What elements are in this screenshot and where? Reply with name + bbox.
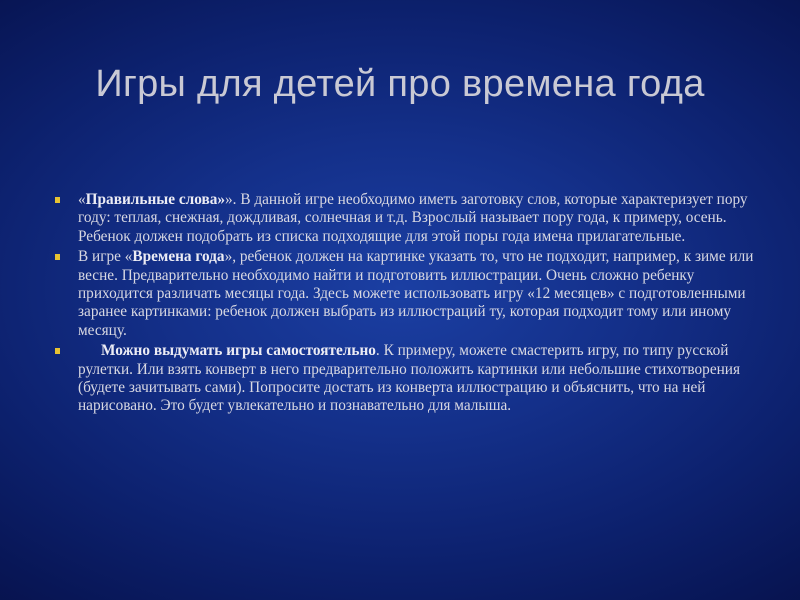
bullet-1-prefix: « bbox=[78, 191, 86, 208]
bullet-3-bold: Можно выдумать игры самостоятельно bbox=[100, 342, 376, 360]
square-bullet-icon bbox=[55, 254, 60, 260]
bullet-2-bold: Времена года bbox=[132, 248, 225, 266]
slide-content bbox=[55, 191, 760, 418]
bullet-3-text: . К примеру, можете смастерить игру, по типу русской рулетки. Или взять конверт в него предварительно положить картинки или небольшие стихотворения (будете зачитывать сами). Попросите достать из конверта иллюстрацию и объяснить, что на ней нарисовано. Это будет увлекательно и познавательно для малыша. bbox=[78, 342, 741, 415]
bullet-1-bold: Правильные слова» bbox=[85, 191, 226, 208]
bullet-2-text: », ребенок должен на картинке указать то, что не подходит, например, к зиме или весне. Предварительно необходимо найти и подготовить иллюстрации. Очень сложно ребенку приходится различать месяцы года. Здесь можете использовать игру «12 месяцев» с подготовленными заранее картинками: ребенок должен выбрать из иллюстраций ту, которая подходит тому или иному месяцу. bbox=[78, 248, 754, 339]
bullet-item-1 bbox=[55, 191, 760, 246]
bullet-item-2 bbox=[55, 248, 760, 340]
square-bullet-icon bbox=[55, 197, 60, 203]
bullet-item-3 bbox=[55, 342, 760, 416]
bullet-1-text: ». В данной игре необходимо иметь заготовку слов, которые характеризует пору году: теплая, снежная, дождливая, солнечная и т.д. Взрослый называет пору года, к примеру, осень. Ребенок должен подобрать из списка подходящие для этой поры года имена прилагательные. bbox=[78, 191, 748, 245]
bullet-2-prefix: В игре « bbox=[78, 248, 133, 266]
square-bullet-icon bbox=[55, 348, 60, 354]
bullet-3-prefix bbox=[78, 342, 101, 359]
slide-title: Игры для детей про времена года bbox=[95, 63, 705, 105]
